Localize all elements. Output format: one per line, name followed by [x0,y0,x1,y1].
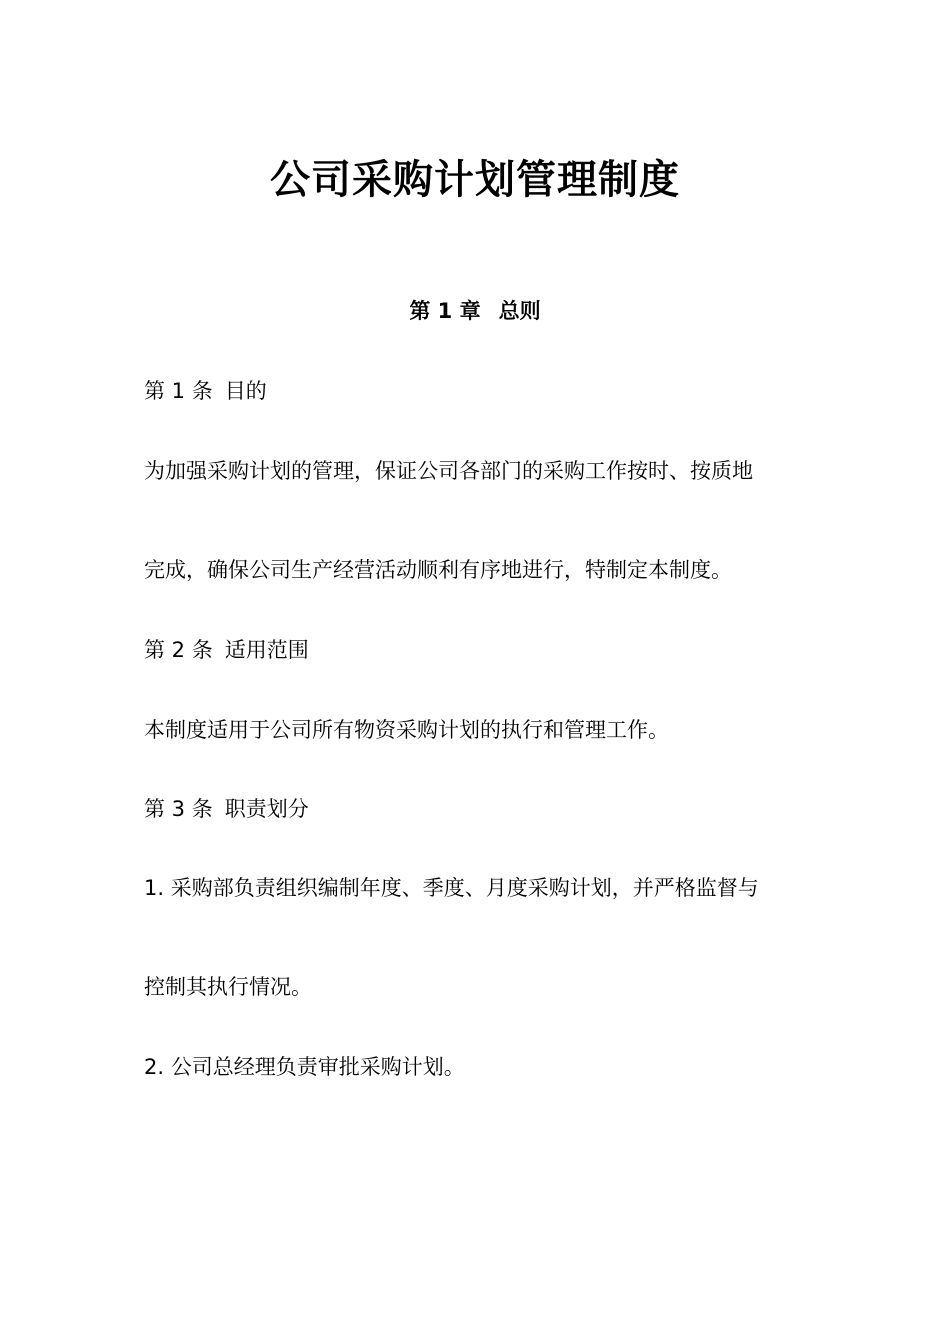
article-heading-1 [144,381,267,402]
chapter-heading [0,301,950,322]
chapter-number: 第 1 章 [409,299,481,323]
article-title: 目的 [224,379,267,403]
article-title: 适用范围 [224,638,309,662]
list-item-line: 1. 采购部负责组织编制年度、季度、月度采购计划，并严格监督与 [144,876,759,900]
article-number: 第 3 条 [144,797,213,821]
paragraph-line: 本制度适用于公司所有物资采购计划的执行和管理工作。 [144,718,669,742]
article-title: 职责划分 [224,797,309,821]
paragraph-line: 为加强采购计划的管理，保证公司各部门的采购工作按时、按质地 [144,459,753,483]
document-title: 公司采购计划管理制度 [270,157,680,203]
article-heading-3 [144,799,309,820]
chapter-name: 总则 [498,299,541,323]
paragraph-line: 完成，确保公司生产经营活动顺利有序地进行，特制定本制度。 [144,558,732,582]
list-item-line: 控制其执行情况。 [144,975,312,999]
article-number: 第 1 条 [144,379,213,403]
article-number: 第 2 条 [144,638,213,662]
list-item-line: 2. 公司总经理负责审批采购计划。 [144,1055,465,1079]
article-heading-2 [144,640,309,661]
